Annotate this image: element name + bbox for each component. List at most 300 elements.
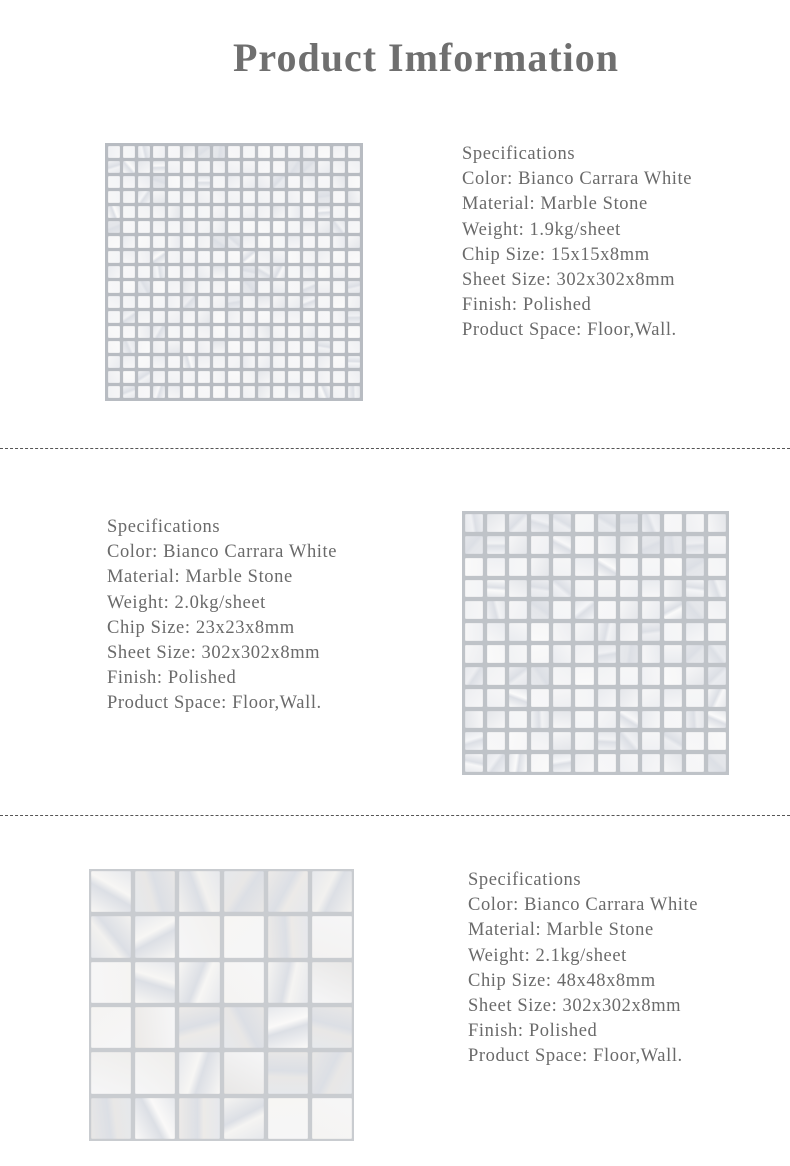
mosaic-chip — [273, 341, 285, 353]
mosaic-chip — [598, 514, 616, 532]
spec-finish: Finish: Polished — [468, 1021, 598, 1042]
mosaic-chip — [179, 871, 219, 912]
mosaic-chip — [228, 311, 240, 323]
mosaic-chip — [598, 667, 616, 685]
mosaic-chip — [273, 176, 285, 188]
mosaic-chip — [303, 311, 315, 323]
mosaic-chip — [168, 251, 180, 263]
mosaic-chip — [686, 514, 704, 532]
mosaic-chip — [108, 146, 120, 158]
mosaic-chip — [198, 221, 210, 233]
mosaic-chip — [642, 601, 660, 619]
page-title: Product Imformation — [233, 35, 619, 80]
mosaic-chip — [312, 1052, 352, 1093]
mosaic-chip — [509, 667, 527, 685]
mosaic-chip — [273, 146, 285, 158]
mosaic-chip — [288, 176, 300, 188]
mosaic-chip — [213, 236, 225, 248]
mosaic-chip — [708, 645, 726, 663]
mosaic-chip — [487, 689, 505, 707]
mosaic-chip — [620, 754, 638, 772]
mosaic-chip — [273, 191, 285, 203]
mosaic-chip — [123, 221, 135, 233]
mosaic-chip — [224, 1007, 264, 1048]
mosaic-chip — [108, 191, 120, 203]
mosaic-chip — [288, 191, 300, 203]
spec-weight: Weight: 2.1kg/sheet — [468, 945, 627, 966]
product-2-specifications — [107, 515, 337, 717]
mosaic-chip — [258, 161, 270, 173]
mosaic-chip — [686, 558, 704, 576]
mosaic-chip — [273, 386, 285, 398]
mosaic-chip — [123, 386, 135, 398]
mosaic-chip — [153, 191, 165, 203]
mosaic-chip — [642, 711, 660, 729]
mosaic-chip — [598, 754, 616, 772]
mosaic-chip — [333, 266, 345, 278]
mosaic-chip — [620, 667, 638, 685]
mosaic-chip — [348, 296, 360, 308]
mosaic-chip — [487, 514, 505, 532]
mosaic-chip — [183, 176, 195, 188]
mosaic-chip — [108, 281, 120, 293]
mosaic-chip — [123, 311, 135, 323]
spec-material: Material: Marble Stone — [462, 194, 648, 215]
mosaic-chip — [318, 341, 330, 353]
mosaic-chip — [509, 623, 527, 641]
mosaic-chip — [620, 732, 638, 750]
mosaic-chip — [168, 161, 180, 173]
mosaic-chip — [153, 311, 165, 323]
mosaic-chip — [318, 296, 330, 308]
mosaic-chip — [153, 236, 165, 248]
mosaic-chip — [288, 146, 300, 158]
mosaic-chip — [213, 356, 225, 368]
mosaic-chip — [268, 1007, 308, 1048]
mosaic-chip — [686, 689, 704, 707]
mosaic-chip — [138, 326, 150, 338]
mosaic-chip — [243, 236, 255, 248]
mosaic-chip — [575, 514, 593, 532]
mosaic-chip — [243, 191, 255, 203]
mosaic-chip — [686, 732, 704, 750]
mosaic-chip — [553, 645, 571, 663]
mosaic-chip — [620, 558, 638, 576]
mosaic-chip — [708, 711, 726, 729]
mosaic-chip — [213, 311, 225, 323]
mosaic-chip — [243, 206, 255, 218]
mosaic-chip — [509, 689, 527, 707]
mosaic-chip — [348, 326, 360, 338]
mosaic-chip — [348, 146, 360, 158]
mosaic-chip — [509, 558, 527, 576]
mosaic-chip — [620, 689, 638, 707]
mosaic-chip — [303, 326, 315, 338]
spec-chip-size: Chip Size: 23x23x8mm — [107, 617, 295, 638]
mosaic-chip — [153, 356, 165, 368]
mosaic-chip — [598, 601, 616, 619]
mosaic-chip — [318, 311, 330, 323]
mosaic-chip — [509, 514, 527, 532]
mosaic-chip — [138, 311, 150, 323]
mosaic-chip — [198, 341, 210, 353]
spec-heading: Specifications — [107, 517, 221, 537]
mosaic-chip — [664, 645, 682, 663]
mosaic-chip — [243, 161, 255, 173]
mosaic-chip — [168, 326, 180, 338]
mosaic-chip — [487, 623, 505, 641]
mosaic-chip — [288, 221, 300, 233]
mosaic-chip — [135, 1052, 175, 1093]
mosaic-chip — [273, 311, 285, 323]
mosaic-chip — [664, 580, 682, 598]
mosaic-chip — [243, 251, 255, 263]
mosaic-chip — [318, 281, 330, 293]
mosaic-chip — [228, 161, 240, 173]
mosaic-chip — [303, 341, 315, 353]
mosaic-chip — [642, 645, 660, 663]
mosaic-chip — [598, 711, 616, 729]
mosaic-chip — [135, 962, 175, 1003]
mosaic-chip — [664, 667, 682, 685]
mosaic-chip — [168, 386, 180, 398]
mosaic-chip — [243, 221, 255, 233]
mosaic-chip — [198, 386, 210, 398]
mosaic-chip — [303, 161, 315, 173]
mosaic-chip — [318, 146, 330, 158]
mosaic-chip — [312, 916, 352, 957]
mosaic-chip — [258, 266, 270, 278]
mosaic-chip — [348, 266, 360, 278]
mosaic-chip — [183, 221, 195, 233]
mosaic-chip — [183, 386, 195, 398]
mosaic-chip — [108, 176, 120, 188]
mosaic-chip — [183, 161, 195, 173]
mosaic-chip — [243, 266, 255, 278]
mosaic-chip — [487, 754, 505, 772]
mosaic-chip — [288, 296, 300, 308]
mosaic-chip — [168, 191, 180, 203]
mosaic-chip — [258, 296, 270, 308]
mosaic-chip — [198, 206, 210, 218]
mosaic-chip — [686, 645, 704, 663]
mosaic-chip — [348, 161, 360, 173]
mosaic-chip — [312, 1098, 352, 1139]
mosaic-chip — [243, 386, 255, 398]
mosaic-chip — [333, 311, 345, 323]
mosaic-chip — [465, 732, 483, 750]
mosaic-chip — [553, 667, 571, 685]
mosaic-chip — [620, 645, 638, 663]
mosaic-chip — [135, 871, 175, 912]
mosaic-chip — [228, 341, 240, 353]
mosaic-chip — [273, 236, 285, 248]
mosaic-chip — [465, 754, 483, 772]
mosaic-chip — [642, 754, 660, 772]
mosaic-chip — [138, 386, 150, 398]
spec-weight: Weight: 2.0kg/sheet — [107, 592, 266, 613]
spec-weight: Weight: 1.9kg/sheet — [462, 219, 621, 240]
spec-finish: Finish: Polished — [462, 295, 592, 316]
mosaic-chip — [224, 871, 264, 912]
mosaic-chip — [153, 386, 165, 398]
mosaic-chip — [303, 281, 315, 293]
mosaic-chip — [531, 623, 549, 641]
mosaic-chip — [258, 371, 270, 383]
mosaic-chip — [123, 341, 135, 353]
mosaic-chip — [303, 191, 315, 203]
mosaic-chip — [487, 732, 505, 750]
mosaic-chip — [273, 206, 285, 218]
mosaic-chip — [465, 514, 483, 532]
mosaic-chip — [465, 645, 483, 663]
mosaic-chip — [123, 236, 135, 248]
mosaic-chip — [168, 341, 180, 353]
mosaic-chip — [288, 386, 300, 398]
mosaic-chip — [318, 221, 330, 233]
mosaic-chip — [642, 558, 660, 576]
mosaic-chip — [168, 281, 180, 293]
mosaic-chip — [531, 667, 549, 685]
mosaic-chip — [318, 326, 330, 338]
mosaic-chip — [318, 371, 330, 383]
mosaic-chip — [348, 281, 360, 293]
mosaic-chip — [509, 645, 527, 663]
mosaic-chip — [620, 623, 638, 641]
spec-material: Material: Marble Stone — [107, 567, 293, 588]
mosaic-chip — [108, 341, 120, 353]
mosaic-chip — [642, 689, 660, 707]
mosaic-chip — [708, 689, 726, 707]
mosaic-chip — [333, 251, 345, 263]
mosaic-chip — [168, 311, 180, 323]
mosaic-chip — [288, 266, 300, 278]
mosaic-chip — [183, 371, 195, 383]
mosaic-chip — [531, 689, 549, 707]
mosaic-chip — [228, 356, 240, 368]
mosaic-chip — [243, 281, 255, 293]
mosaic-chip — [708, 754, 726, 772]
mosaic-chip — [198, 266, 210, 278]
spec-color: Color: Bianco Carrara White — [107, 542, 338, 563]
mosaic-chip — [268, 916, 308, 957]
mosaic-chip — [123, 161, 135, 173]
spec-color: Color: Bianco Carrara White — [468, 895, 699, 916]
mosaic-chip — [258, 326, 270, 338]
mosaic-chip — [575, 623, 593, 641]
mosaic-chip — [91, 1007, 131, 1048]
mosaic-chip — [138, 356, 150, 368]
mosaic-chip — [642, 514, 660, 532]
mosaic-chip — [273, 356, 285, 368]
mosaic-chip — [333, 206, 345, 218]
mosaic-chip — [91, 962, 131, 1003]
mosaic-chip — [268, 871, 308, 912]
mosaic-chip — [108, 236, 120, 248]
mosaic-chip — [333, 236, 345, 248]
mosaic-chip — [509, 536, 527, 554]
mosaic-chip — [575, 536, 593, 554]
mosaic-chip — [553, 514, 571, 532]
mosaic-chip — [224, 962, 264, 1003]
mosaic-chip — [243, 341, 255, 353]
mosaic-chip — [465, 667, 483, 685]
mosaic-chip — [138, 341, 150, 353]
mosaic-chip — [303, 236, 315, 248]
mosaic-chip — [288, 371, 300, 383]
mosaic-chip — [213, 176, 225, 188]
mosaic-chip — [258, 251, 270, 263]
mosaic-chip — [108, 296, 120, 308]
mosaic-chip — [198, 191, 210, 203]
mosaic-chip — [228, 326, 240, 338]
mosaic-chip — [123, 356, 135, 368]
mosaic-chip — [465, 623, 483, 641]
mosaic-chip — [183, 146, 195, 158]
mosaic-chip — [487, 536, 505, 554]
mosaic-chip — [487, 645, 505, 663]
mosaic-chip — [91, 1052, 131, 1093]
mosaic-chip — [531, 754, 549, 772]
mosaic-chip — [213, 251, 225, 263]
mosaic-chip — [531, 514, 549, 532]
section-divider — [0, 448, 790, 449]
mosaic-chip — [153, 176, 165, 188]
spec-finish: Finish: Polished — [107, 668, 237, 689]
mosaic-chip — [348, 176, 360, 188]
mosaic-chip — [620, 580, 638, 598]
mosaic-chip — [575, 667, 593, 685]
mosaic-chip — [348, 311, 360, 323]
mosaic-chip — [258, 191, 270, 203]
mosaic-chip — [273, 251, 285, 263]
mosaic-chip — [123, 296, 135, 308]
mosaic-chip — [642, 580, 660, 598]
mosaic-chip — [153, 326, 165, 338]
mosaic-chip — [487, 558, 505, 576]
mosaic-chip — [303, 356, 315, 368]
mosaic-chip — [620, 601, 638, 619]
marble-mosaic-23mm-image — [462, 511, 729, 775]
mosaic-chip — [153, 371, 165, 383]
mosaic-chip — [708, 514, 726, 532]
mosaic-chip — [664, 514, 682, 532]
mosaic-chip — [664, 754, 682, 772]
mosaic-chip — [183, 206, 195, 218]
mosaic-chip — [228, 296, 240, 308]
mosaic-chip — [183, 251, 195, 263]
mosaic-chip — [228, 191, 240, 203]
mosaic-chip — [198, 356, 210, 368]
mosaic-chip — [664, 732, 682, 750]
mosaic-chip — [318, 176, 330, 188]
mosaic-chip — [168, 206, 180, 218]
mosaic-chip — [303, 266, 315, 278]
mosaic-chip — [318, 206, 330, 218]
spec-product-space: Product Space: Floor,Wall. — [468, 1046, 683, 1067]
mosaic-chip — [553, 580, 571, 598]
mosaic-chip — [312, 962, 352, 1003]
mosaic-chip — [303, 371, 315, 383]
mosaic-chip — [598, 558, 616, 576]
mosaic-chip — [213, 146, 225, 158]
mosaic-chip — [108, 386, 120, 398]
mosaic-chip — [509, 601, 527, 619]
mosaic-chip — [108, 161, 120, 173]
mosaic-chip — [123, 146, 135, 158]
mosaic-chip — [273, 221, 285, 233]
mosaic-chip — [91, 916, 131, 957]
mosaic-chip — [318, 161, 330, 173]
mosaic-chip — [213, 206, 225, 218]
mosaic-chip — [348, 386, 360, 398]
section-divider — [0, 815, 790, 816]
mosaic-chip — [213, 281, 225, 293]
mosaic-chip — [312, 871, 352, 912]
mosaic-chip — [243, 311, 255, 323]
mosaic-chip — [108, 251, 120, 263]
mosaic-chip — [138, 161, 150, 173]
mosaic-chip — [465, 689, 483, 707]
mosaic-chip — [318, 236, 330, 248]
mosaic-chip — [553, 711, 571, 729]
mosaic-chip — [198, 236, 210, 248]
mosaic-chip — [288, 311, 300, 323]
mosaic-chip — [288, 326, 300, 338]
mosaic-chip — [179, 1052, 219, 1093]
spec-sheet-size: Sheet Size: 302x302x8mm — [107, 643, 321, 664]
mosaic-chip — [228, 281, 240, 293]
mosaic-chip — [333, 386, 345, 398]
mosaic-chip — [598, 645, 616, 663]
mosaic-chip — [138, 236, 150, 248]
mosaic-chip — [553, 623, 571, 641]
mosaic-chip — [123, 176, 135, 188]
mosaic-chip — [108, 206, 120, 218]
mosaic-chip — [686, 754, 704, 772]
mosaic-chip — [333, 161, 345, 173]
spec-product-space: Product Space: Floor,Wall. — [107, 693, 322, 714]
mosaic-chip — [228, 371, 240, 383]
mosaic-chip — [348, 251, 360, 263]
mosaic-chip — [288, 161, 300, 173]
mosaic-chip — [575, 711, 593, 729]
mosaic-chip — [198, 281, 210, 293]
mosaic-chip — [123, 191, 135, 203]
mosaic-chip — [123, 281, 135, 293]
mosaic-chip — [303, 386, 315, 398]
mosaic-chip — [153, 296, 165, 308]
mosaic-chip — [153, 251, 165, 263]
mosaic-chip — [664, 536, 682, 554]
mosaic-chip — [333, 356, 345, 368]
mosaic-chip — [273, 161, 285, 173]
mosaic-chip — [531, 711, 549, 729]
mosaic-chip — [664, 601, 682, 619]
mosaic-chip — [258, 311, 270, 323]
mosaic-chip — [258, 146, 270, 158]
mosaic-chip — [303, 296, 315, 308]
mosaic-chip — [268, 962, 308, 1003]
mosaic-chip — [553, 601, 571, 619]
mosaic-chip — [153, 266, 165, 278]
mosaic-chip — [108, 221, 120, 233]
mosaic-chip — [303, 221, 315, 233]
mosaic-chip — [258, 206, 270, 218]
mosaic-chip — [138, 191, 150, 203]
mosaic-chip — [333, 191, 345, 203]
mosaic-chip — [708, 623, 726, 641]
